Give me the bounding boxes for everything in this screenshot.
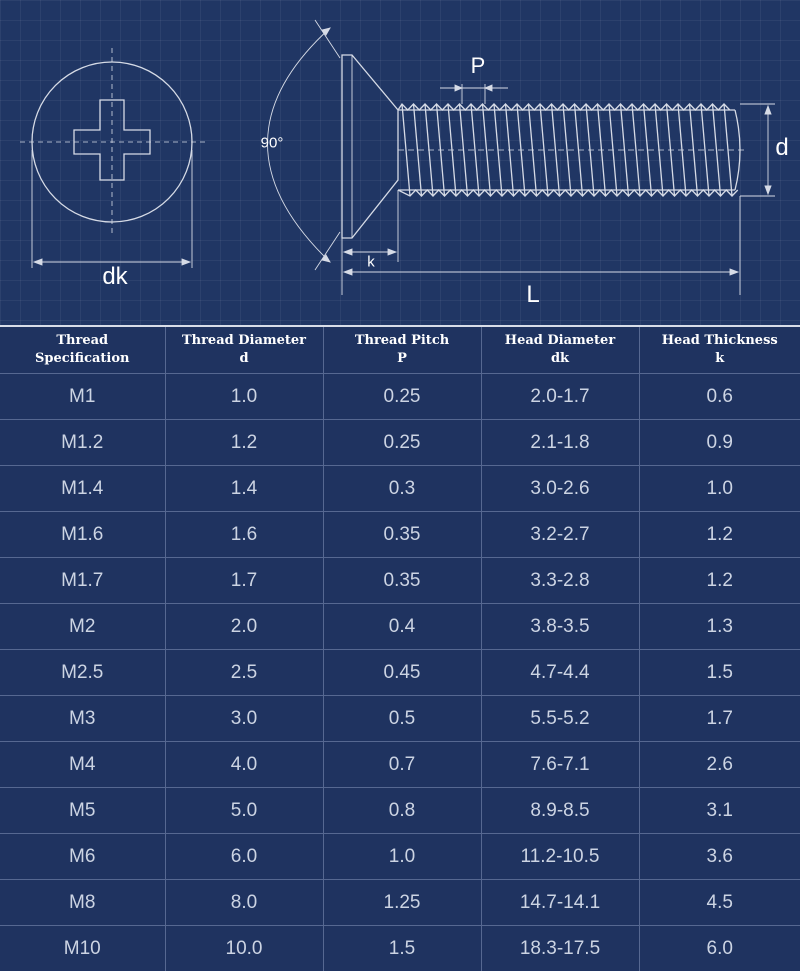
cell-thread-diameter: 5.0 (165, 788, 323, 834)
header-thread-specification: Thread Specification (0, 326, 165, 374)
cell-head-thickness: 1.7 (639, 696, 800, 742)
cell-head-thickness: 1.0 (639, 466, 800, 512)
cell-head-diameter: 5.5-5.2 (481, 696, 639, 742)
cell-thread-spec: M1.6 (0, 512, 165, 558)
table-row (0, 926, 800, 971)
cell-head-diameter: 7.6-7.1 (481, 742, 639, 788)
length-label: L (526, 281, 539, 309)
cell-head-thickness: 1.2 (639, 558, 800, 604)
cell-head-diameter: 18.3-17.5 (481, 926, 639, 971)
cell-head-diameter: 3.3-2.8 (481, 558, 639, 604)
cell-head-thickness: 4.5 (639, 880, 800, 926)
cell-head-diameter: 3.0-2.6 (481, 466, 639, 512)
table-row (0, 742, 800, 788)
cell-thread-diameter: 8.0 (165, 880, 323, 926)
cell-head-thickness: 2.6 (639, 742, 800, 788)
cell-thread-spec: M2.5 (0, 650, 165, 696)
head-thickness-label: k (367, 254, 375, 271)
cell-thread-pitch: 0.5 (323, 696, 481, 742)
cell-head-diameter: 3.2-2.7 (481, 512, 639, 558)
cell-head-diameter: 3.8-3.5 (481, 604, 639, 650)
table-row (0, 512, 800, 558)
table-row (0, 788, 800, 834)
diameter-dimension (740, 104, 775, 196)
cell-thread-spec: M8 (0, 880, 165, 926)
head-center-lines (20, 48, 205, 236)
pitch-label: P (471, 53, 486, 79)
cell-thread-pitch: 1.5 (323, 926, 481, 971)
table-row (0, 604, 800, 650)
table-row (0, 880, 800, 926)
length-dimension (344, 196, 740, 295)
cell-thread-diameter: 3.0 (165, 696, 323, 742)
cell-head-diameter: 2.0-1.7 (481, 374, 639, 420)
cell-thread-spec: M1 (0, 374, 165, 420)
angle-label: 90° (261, 135, 284, 152)
table-row (0, 696, 800, 742)
cell-thread-diameter: 1.2 (165, 420, 323, 466)
cell-head-diameter: 8.9-8.5 (481, 788, 639, 834)
cell-thread-pitch: 1.25 (323, 880, 481, 926)
head-thickness-dimension (342, 190, 398, 295)
cell-thread-spec: M3 (0, 696, 165, 742)
cell-head-thickness: 6.0 (639, 926, 800, 971)
cell-head-diameter: 14.7-14.1 (481, 880, 639, 926)
cell-thread-spec: M6 (0, 834, 165, 880)
cell-thread-spec: M4 (0, 742, 165, 788)
cell-thread-spec: M1.4 (0, 466, 165, 512)
cell-thread-pitch: 0.8 (323, 788, 481, 834)
cell-thread-pitch: 0.3 (323, 466, 481, 512)
cell-thread-pitch: 0.7 (323, 742, 481, 788)
cell-thread-pitch: 0.35 (323, 512, 481, 558)
cell-thread-spec: M10 (0, 926, 165, 971)
cell-head-thickness: 3.6 (639, 834, 800, 880)
cell-thread-diameter: 1.6 (165, 512, 323, 558)
cell-thread-spec: M5 (0, 788, 165, 834)
header-thread-pitch: Thread Pitch P (323, 326, 481, 374)
cell-head-thickness: 3.1 (639, 788, 800, 834)
header-head-thickness: Head Thickness k (639, 326, 800, 374)
cell-thread-diameter: 2.0 (165, 604, 323, 650)
pitch-dimension (440, 84, 508, 104)
cell-thread-spec: M2 (0, 604, 165, 650)
table-row (0, 420, 800, 466)
cell-head-thickness: 1.5 (639, 650, 800, 696)
cell-head-thickness: 1.2 (639, 512, 800, 558)
screw-specification-table (0, 325, 800, 971)
cell-head-thickness: 1.3 (639, 604, 800, 650)
table-row (0, 374, 800, 420)
header-head-diameter: Head Diameter dk (481, 326, 639, 374)
cell-head-diameter: 4.7-4.4 (481, 650, 639, 696)
cell-thread-spec: M1.2 (0, 420, 165, 466)
cell-thread-spec: M1.7 (0, 558, 165, 604)
table-row (0, 650, 800, 696)
cell-thread-diameter: 2.5 (165, 650, 323, 696)
table-row (0, 466, 800, 512)
table-row (0, 834, 800, 880)
diameter-label: d (775, 134, 788, 162)
table-row (0, 558, 800, 604)
screw-dimension-diagram (0, 0, 800, 325)
screw-head-side-view (342, 55, 398, 238)
cell-head-diameter: 2.1-1.8 (481, 420, 639, 466)
cell-head-thickness: 0.6 (639, 374, 800, 420)
cell-thread-diameter: 6.0 (165, 834, 323, 880)
cell-thread-pitch: 0.25 (323, 420, 481, 466)
header-thread-diameter: Thread Diameter d (165, 326, 323, 374)
cell-thread-pitch: 0.45 (323, 650, 481, 696)
cell-thread-diameter: 10.0 (165, 926, 323, 971)
cell-thread-diameter: 1.7 (165, 558, 323, 604)
cell-thread-diameter: 1.4 (165, 466, 323, 512)
cell-thread-diameter: 4.0 (165, 742, 323, 788)
cell-head-diameter: 11.2-10.5 (481, 834, 639, 880)
table-header-row (0, 326, 800, 374)
cell-thread-pitch: 0.25 (323, 374, 481, 420)
cell-thread-diameter: 1.0 (165, 374, 323, 420)
cell-thread-pitch: 1.0 (323, 834, 481, 880)
dk-label: dk (102, 263, 127, 291)
cell-thread-pitch: 0.35 (323, 558, 481, 604)
cell-head-thickness: 0.9 (639, 420, 800, 466)
cell-thread-pitch: 0.4 (323, 604, 481, 650)
